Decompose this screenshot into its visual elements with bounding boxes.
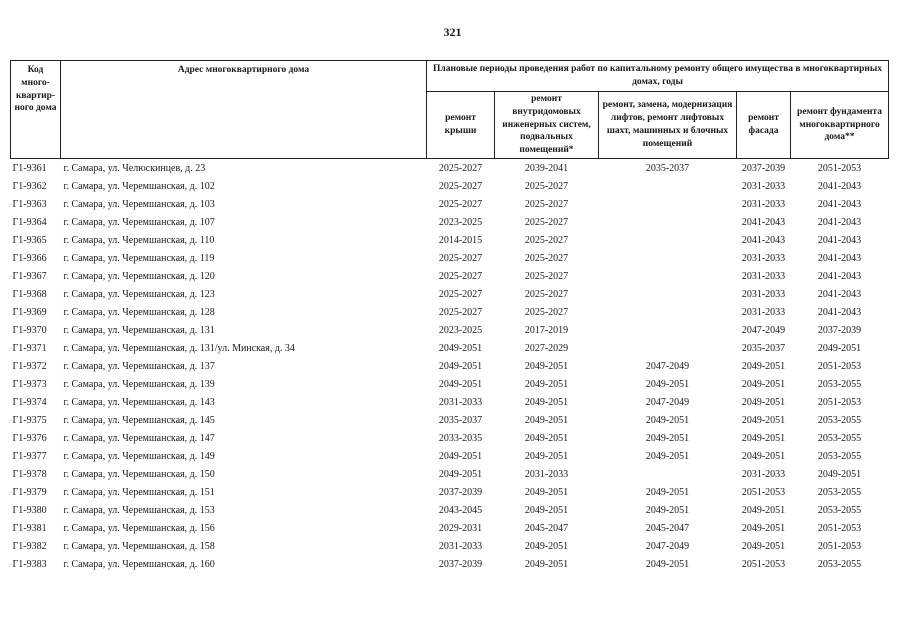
cell-roof: 2025-2027 [438, 198, 483, 210]
cell-systems: 2049-2051 [524, 414, 569, 426]
cell-facade: 2049-2051 [741, 396, 786, 408]
cell-systems: 2049-2051 [524, 450, 569, 462]
cell-systems: 2049-2051 [524, 558, 569, 570]
cell-lifts: 2049-2051 [645, 486, 690, 498]
cell-facade: 2031-2033 [741, 198, 786, 210]
table-row [11, 555, 889, 573]
table-row [11, 519, 889, 537]
cell-address: г. Самара, ул. Черемшанская, д. 137 [63, 360, 215, 372]
cell-code: Г1-9365 [12, 234, 47, 246]
table-row [11, 447, 889, 465]
cell-systems: 2049-2051 [524, 432, 569, 444]
cell-systems: 2025-2027 [524, 216, 569, 228]
cell-systems: 2025-2027 [524, 270, 569, 282]
table-row [11, 483, 889, 501]
table-row [11, 159, 889, 178]
cell-systems: 2017-2019 [524, 324, 569, 336]
cell-lifts: 2049-2051 [645, 450, 690, 462]
cell-facade: 2041-2043 [741, 216, 786, 228]
cell-foundation: 2051-2053 [817, 162, 862, 174]
cell-roof: 2023-2025 [438, 216, 483, 228]
cell-lifts [599, 195, 737, 213]
cell-facade: 2049-2051 [741, 432, 786, 444]
cell-code: Г1-9379 [12, 486, 47, 498]
cell-address: г. Самара, ул. Черемшанская, д. 131 [63, 324, 215, 336]
cell-roof: 2014-2015 [438, 234, 483, 246]
table-row [11, 429, 889, 447]
cell-roof: 2031-2033 [438, 396, 483, 408]
cell-address: г. Самара, ул. Черемшанская, д. 128 [63, 306, 215, 318]
cell-foundation: 2041-2043 [817, 216, 862, 228]
cell-lifts: 2047-2049 [645, 360, 690, 372]
cell-foundation: 2041-2043 [817, 198, 862, 210]
table-row [11, 303, 889, 321]
cell-address: г. Самара, ул. Черемшанская, д. 119 [63, 252, 215, 264]
cell-roof: 2049-2051 [438, 450, 483, 462]
cell-lifts: 2049-2051 [645, 432, 690, 444]
cell-lifts: 2047-2049 [645, 396, 690, 408]
cell-address: г. Самара, ул. Черемшанская, д. 149 [63, 450, 215, 462]
cell-code: Г1-9375 [12, 414, 47, 426]
cell-facade: 2049-2051 [741, 540, 786, 552]
cell-code: Г1-9378 [12, 468, 47, 480]
cell-address: г. Самара, ул. Черемшанская, д. 107 [63, 216, 215, 228]
cell-roof: 2025-2027 [438, 180, 483, 192]
cell-lifts: 2035-2037 [645, 162, 690, 174]
cell-address: г. Самара, ул. Черемшанская, д. 158 [63, 540, 215, 552]
cell-systems: 2045-2047 [524, 522, 569, 534]
cell-address: г. Самара, ул. Черемшанская, д. 150 [63, 468, 215, 480]
table-row [11, 177, 889, 195]
cell-lifts [599, 177, 737, 195]
cell-code: Г1-9367 [12, 270, 47, 282]
cell-address: г. Самара, ул. Черемшанская, д. 110 [63, 234, 215, 246]
cell-roof: 2025-2027 [438, 288, 483, 300]
cell-systems: 2025-2027 [524, 252, 569, 264]
header-facade: ремонт фасада [737, 92, 791, 159]
cell-foundation: 2051-2053 [817, 522, 862, 534]
cell-address: г. Самара, ул. Черемшанская, д. 123 [63, 288, 215, 300]
cell-lifts: 2045-2047 [645, 522, 690, 534]
table-row [11, 321, 889, 339]
cell-foundation: 2049-2051 [817, 342, 862, 354]
cell-facade: 2051-2053 [741, 558, 786, 570]
cell-foundation: 2053-2055 [817, 414, 862, 426]
cell-facade: 2035-2037 [741, 342, 786, 354]
cell-address: г. Самара, ул. Черемшанская, д. 156 [63, 522, 215, 534]
cell-foundation: 2041-2043 [817, 288, 862, 300]
cell-foundation: 2041-2043 [817, 234, 862, 246]
cell-roof: 2049-2051 [438, 468, 483, 480]
cell-code: Г1-9364 [12, 216, 47, 228]
cell-facade: 2051-2053 [741, 486, 786, 498]
cell-code: Г1-9368 [12, 288, 47, 300]
cell-address: г. Самара, ул. Черемшанская, д. 145 [63, 414, 215, 426]
cell-code: Г1-9373 [12, 378, 47, 390]
cell-address: г. Самара, ул. Черемшанская, д. 147 [63, 432, 215, 444]
cell-roof: 2025-2027 [438, 252, 483, 264]
table-row [11, 465, 889, 483]
cell-roof: 2025-2027 [438, 270, 483, 282]
cell-systems: 2039-2041 [524, 162, 569, 174]
cell-code: Г1-9382 [12, 540, 47, 552]
cell-code: Г1-9362 [12, 180, 47, 192]
cell-lifts [599, 213, 737, 231]
cell-roof: 2025-2027 [438, 306, 483, 318]
header-roof: ремонт крыши [427, 92, 495, 159]
cell-address: г. Самара, ул. Черемшанская, д. 139 [63, 378, 215, 390]
table-row [11, 267, 889, 285]
cell-code: Г1-9381 [12, 522, 47, 534]
cell-systems: 2049-2051 [524, 486, 569, 498]
cell-systems: 2025-2027 [524, 288, 569, 300]
cell-foundation: 2049-2051 [817, 468, 862, 480]
cell-roof: 2037-2039 [438, 558, 483, 570]
cell-roof: 2049-2051 [438, 360, 483, 372]
table-row [11, 249, 889, 267]
table-row [11, 411, 889, 429]
cell-foundation: 2041-2043 [817, 270, 862, 282]
cell-address: г. Самара, ул. Черемшанская, д. 153 [63, 504, 215, 516]
cell-roof: 2049-2051 [438, 378, 483, 390]
cell-lifts [599, 267, 737, 285]
table-header [11, 61, 889, 159]
cell-address: г. Самара, ул. Черемшанская, д. 103 [63, 198, 215, 210]
cell-lifts: 2049-2051 [645, 414, 690, 426]
cell-foundation: 2037-2039 [817, 324, 862, 336]
cell-foundation: 2041-2043 [817, 180, 862, 192]
cell-systems: 2025-2027 [524, 306, 569, 318]
cell-facade: 2049-2051 [741, 450, 786, 462]
cell-code: Г1-9371 [12, 342, 47, 354]
header-lifts: ремонт, замена, модернизация лифтов, ремонт лифтовых шахт, машинных и блочных помещений [599, 92, 737, 159]
cell-code: Г1-9369 [12, 306, 47, 318]
header-periods: Плановые периоды проведения работ по капитальному ремонту общего имущества в многоквартирных домах, годы [427, 61, 889, 92]
cell-address: г. Самара, ул. Черемшанская, д. 131/ул. Минская, д. 34 [63, 342, 295, 354]
cell-lifts [599, 321, 737, 339]
cell-roof: 2037-2039 [438, 486, 483, 498]
cell-lifts [599, 249, 737, 267]
cell-facade: 2031-2033 [741, 252, 786, 264]
cell-code: Г1-9363 [12, 198, 47, 210]
cell-systems: 2049-2051 [524, 378, 569, 390]
cell-facade: 2031-2033 [741, 270, 786, 282]
cell-facade: 2031-2033 [741, 306, 786, 318]
cell-lifts [599, 339, 737, 357]
cell-foundation: 2053-2055 [817, 378, 862, 390]
cell-code: Г1-9374 [12, 396, 47, 408]
cell-systems: 2049-2051 [524, 360, 569, 372]
cell-systems: 2049-2051 [524, 540, 569, 552]
cell-address: г. Самара, ул. Черемшанская, д. 151 [63, 486, 215, 498]
table-row [11, 393, 889, 411]
cell-lifts: 2047-2049 [645, 540, 690, 552]
table-row [11, 501, 889, 519]
cell-lifts [599, 465, 737, 483]
cell-facade: 2049-2051 [741, 522, 786, 534]
cell-roof: 2031-2033 [438, 540, 483, 552]
cell-facade: 2049-2051 [741, 360, 786, 372]
cell-code: Г1-9370 [12, 324, 47, 336]
header-systems: ремонт внутридомовых инженерных систем, подвальных помещений* [495, 92, 599, 159]
table-row [11, 231, 889, 249]
cell-facade: 2031-2033 [741, 180, 786, 192]
cell-code: Г1-9376 [12, 432, 47, 444]
cell-systems: 2025-2027 [524, 234, 569, 246]
cell-systems: 2049-2051 [524, 504, 569, 516]
table-row [11, 357, 889, 375]
cell-facade: 2049-2051 [741, 504, 786, 516]
cell-code: Г1-9366 [12, 252, 47, 264]
cell-systems: 2025-2027 [524, 198, 569, 210]
cell-roof: 2033-2035 [438, 432, 483, 444]
table-row [11, 375, 889, 393]
cell-lifts: 2049-2051 [645, 558, 690, 570]
table-row [11, 339, 889, 357]
cell-lifts: 2049-2051 [645, 378, 690, 390]
cell-foundation: 2051-2053 [817, 540, 862, 552]
cell-foundation: 2053-2055 [817, 558, 862, 570]
cell-lifts [599, 303, 737, 321]
cell-facade: 2037-2039 [741, 162, 786, 174]
table-row [11, 285, 889, 303]
cell-foundation: 2051-2053 [817, 396, 862, 408]
cell-code: Г1-9361 [12, 162, 47, 174]
cell-roof: 2049-2051 [438, 342, 483, 354]
cell-code: Г1-9380 [12, 504, 47, 516]
cell-systems: 2025-2027 [524, 180, 569, 192]
cell-facade: 2049-2051 [741, 378, 786, 390]
cell-foundation: 2053-2055 [817, 432, 862, 444]
cell-code: Г1-9377 [12, 450, 47, 462]
cell-foundation: 2041-2043 [817, 252, 862, 264]
cell-foundation: 2041-2043 [817, 306, 862, 318]
cell-foundation: 2053-2055 [817, 486, 862, 498]
table-row [11, 537, 889, 555]
header-address: Адрес многоквартирного дома [61, 61, 427, 159]
cell-facade: 2041-2043 [741, 234, 786, 246]
cell-code: Г1-9372 [12, 360, 47, 372]
cell-foundation: 2053-2055 [817, 504, 862, 516]
cell-address: г. Самара, ул. Черемшанская, д. 143 [63, 396, 215, 408]
cell-address: г. Самара, ул. Черемшанская, д. 160 [63, 558, 215, 570]
cell-foundation: 2053-2055 [817, 450, 862, 462]
cell-code: Г1-9383 [12, 558, 47, 570]
cell-roof: 2029-2031 [438, 522, 483, 534]
cell-address: г. Самара, ул. Черемшанская, д. 120 [63, 270, 215, 282]
cell-roof: 2035-2037 [438, 414, 483, 426]
table-row [11, 213, 889, 231]
header-foundation: ремонт фундамента многоквартирного дома** [791, 92, 889, 159]
cell-address: г. Самара, ул. Челюскинцев, д. 23 [63, 162, 206, 174]
header-code: Код много-квартир-ного дома [11, 61, 61, 159]
capital-repair-schedule-table [10, 60, 889, 573]
table-row [11, 195, 889, 213]
cell-systems: 2027-2029 [524, 342, 569, 354]
table-body [11, 159, 889, 574]
cell-lifts [599, 231, 737, 249]
cell-roof: 2023-2025 [438, 324, 483, 336]
cell-roof: 2025-2027 [438, 162, 483, 174]
cell-facade: 2049-2051 [741, 414, 786, 426]
cell-lifts [599, 285, 737, 303]
cell-systems: 2031-2033 [524, 468, 569, 480]
cell-foundation: 2051-2053 [817, 360, 862, 372]
cell-systems: 2049-2051 [524, 396, 569, 408]
page-number: 321 [443, 25, 462, 39]
cell-facade: 2031-2033 [741, 468, 786, 480]
cell-roof: 2043-2045 [438, 504, 483, 516]
cell-address: г. Самара, ул. Черемшанская, д. 102 [63, 180, 215, 192]
cell-facade: 2047-2049 [741, 324, 786, 336]
cell-facade: 2031-2033 [741, 288, 786, 300]
cell-lifts: 2049-2051 [645, 504, 690, 516]
